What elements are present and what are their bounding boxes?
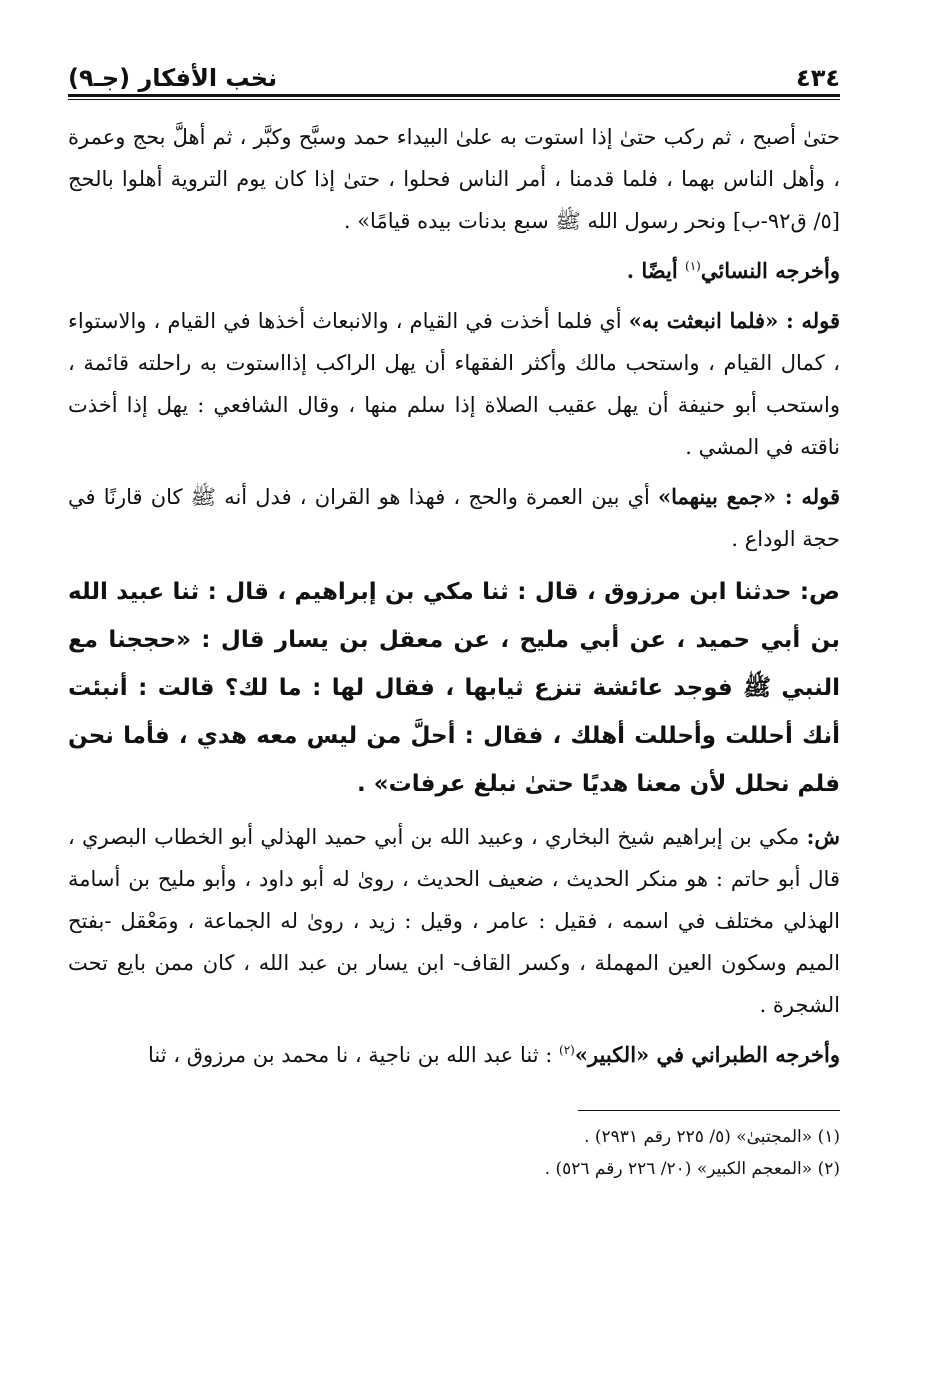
commentary-lead-2: قوله : «جمع بينهما»: [658, 484, 840, 509]
footnote-separator: [578, 1110, 840, 1111]
book-title: نخب الأفكار (جـ٩): [68, 64, 278, 92]
paragraph-hadith-text: ص: حدثنا ابن مرزوق ، قال : ثنا مكي بن إبراهيم ، قال : ثنا عبيد الله بن أبي حميد ، عن أبي مليح ، عن معقل بن يسار قال : «حججنا مع النبي ﷺ فوجد عائشة تنزع ثيابها ، فقال لها : ما لك؟ قالت : أنبئت أنك أحللت وأحللت أهلك ، فقال : أحلَّ من ليس معه هدي ، فأما نحن فلم نحلل لأن معنا هديًا حتىٰ نبلغ عرفات» .: [68, 579, 840, 797]
header-rule-thick: [68, 94, 840, 97]
paragraph-sharh: [68, 816, 840, 1026]
book-page: [68, 48, 840, 1185]
footnote-ref-2[interactable]: (٢): [559, 1043, 575, 1057]
paragraph-commentary-qiran: [68, 476, 840, 560]
paragraph-tabarani: [68, 1034, 840, 1076]
commentary-text-2: أي بين العمرة والحج ، فهذا هو القران ، فدل أنه ﷺ كان قارنًا في حجة الوداع .: [68, 485, 840, 551]
tabarani-text: : ثنا عبد الله بن ناجية ، نا محمد بن مرزوق ، ثنا: [147, 1043, 559, 1067]
header-rule-thin: [68, 99, 840, 100]
paragraph-hadith-continuation: حتىٰ أصبح ، ثم ركب حتىٰ إذا استوت به علىٰ البيداء حمد وسبَّح وكبَّر ، ثم أهلَّ بحج وعمرة ، وأهل الناس بهما ، فلما قدمنا ، أمر الناس فحلوا ، حتىٰ إذا كان يوم التروية أهلوا بالحج [٥/ ق٩٢-ب] ونحر رسول الله ﷺ سبع بدنات بيده قيامًا» .: [68, 125, 840, 233]
nasai-text: وأخرجه النسائي: [700, 258, 840, 283]
footnote-1: (١) «المجتبىٰ» (٥/ ٢٢٥ رقم ٢٩٣١) .: [584, 1127, 840, 1147]
commentary-text-1: أي فلما أخذت في القيام ، والانبعاث أخذها في القيام ، والاستواء ، كمال القيام ، واستحب مالك وأكثر الفقهاء أن يهل الراكب إذااستوت به راحلته قائمة ، واستحب أبو حنيفة أن يهل عقيب الصلاة إذا سلم منها ، وقال الشافعي : يهل إذا أخذت ناقته في المشي .: [68, 309, 840, 459]
paragraph-commentary-inbiath: [68, 300, 840, 468]
sharh-text: مكي بن إبراهيم شيخ البخاري ، وعبيد الله بن أبي حميد الهذلي أبو الخطاب البصري ، قال أبو حاتم : هو منكر الحديث ، ضعيف الحديث ، روىٰ له أبو داود ، وأبو مليح بن أسامة الهذلي مختلف في اسمه ، فقيل : عامر ، وقيل : زيد ، روىٰ له الجماعة ، ومَعْقل -بفتح الميم وسكون العين المهملة ، وكسر القاف- ابن يسار بن عبد الله ، كان ممن بايع تحت الشجرة .: [68, 825, 840, 1017]
sharh-lead: ش:: [806, 824, 840, 849]
footnote-2: (٢) «المعجم الكبير» (٢٠/ ٢٢٦ رقم ٥٢٦) .: [544, 1159, 840, 1179]
page-number: ٤٣٤: [796, 64, 840, 92]
running-header: [68, 48, 840, 92]
footnote-ref-1[interactable]: (١): [685, 259, 701, 273]
nasai-end: أيضًا .: [626, 258, 686, 283]
tabarani-lead: وأخرجه الطبراني في «الكبير»: [574, 1042, 840, 1067]
commentary-lead-1: قوله : «فلما انبعثت به»: [628, 308, 840, 333]
paragraph-nasai: [68, 250, 840, 292]
